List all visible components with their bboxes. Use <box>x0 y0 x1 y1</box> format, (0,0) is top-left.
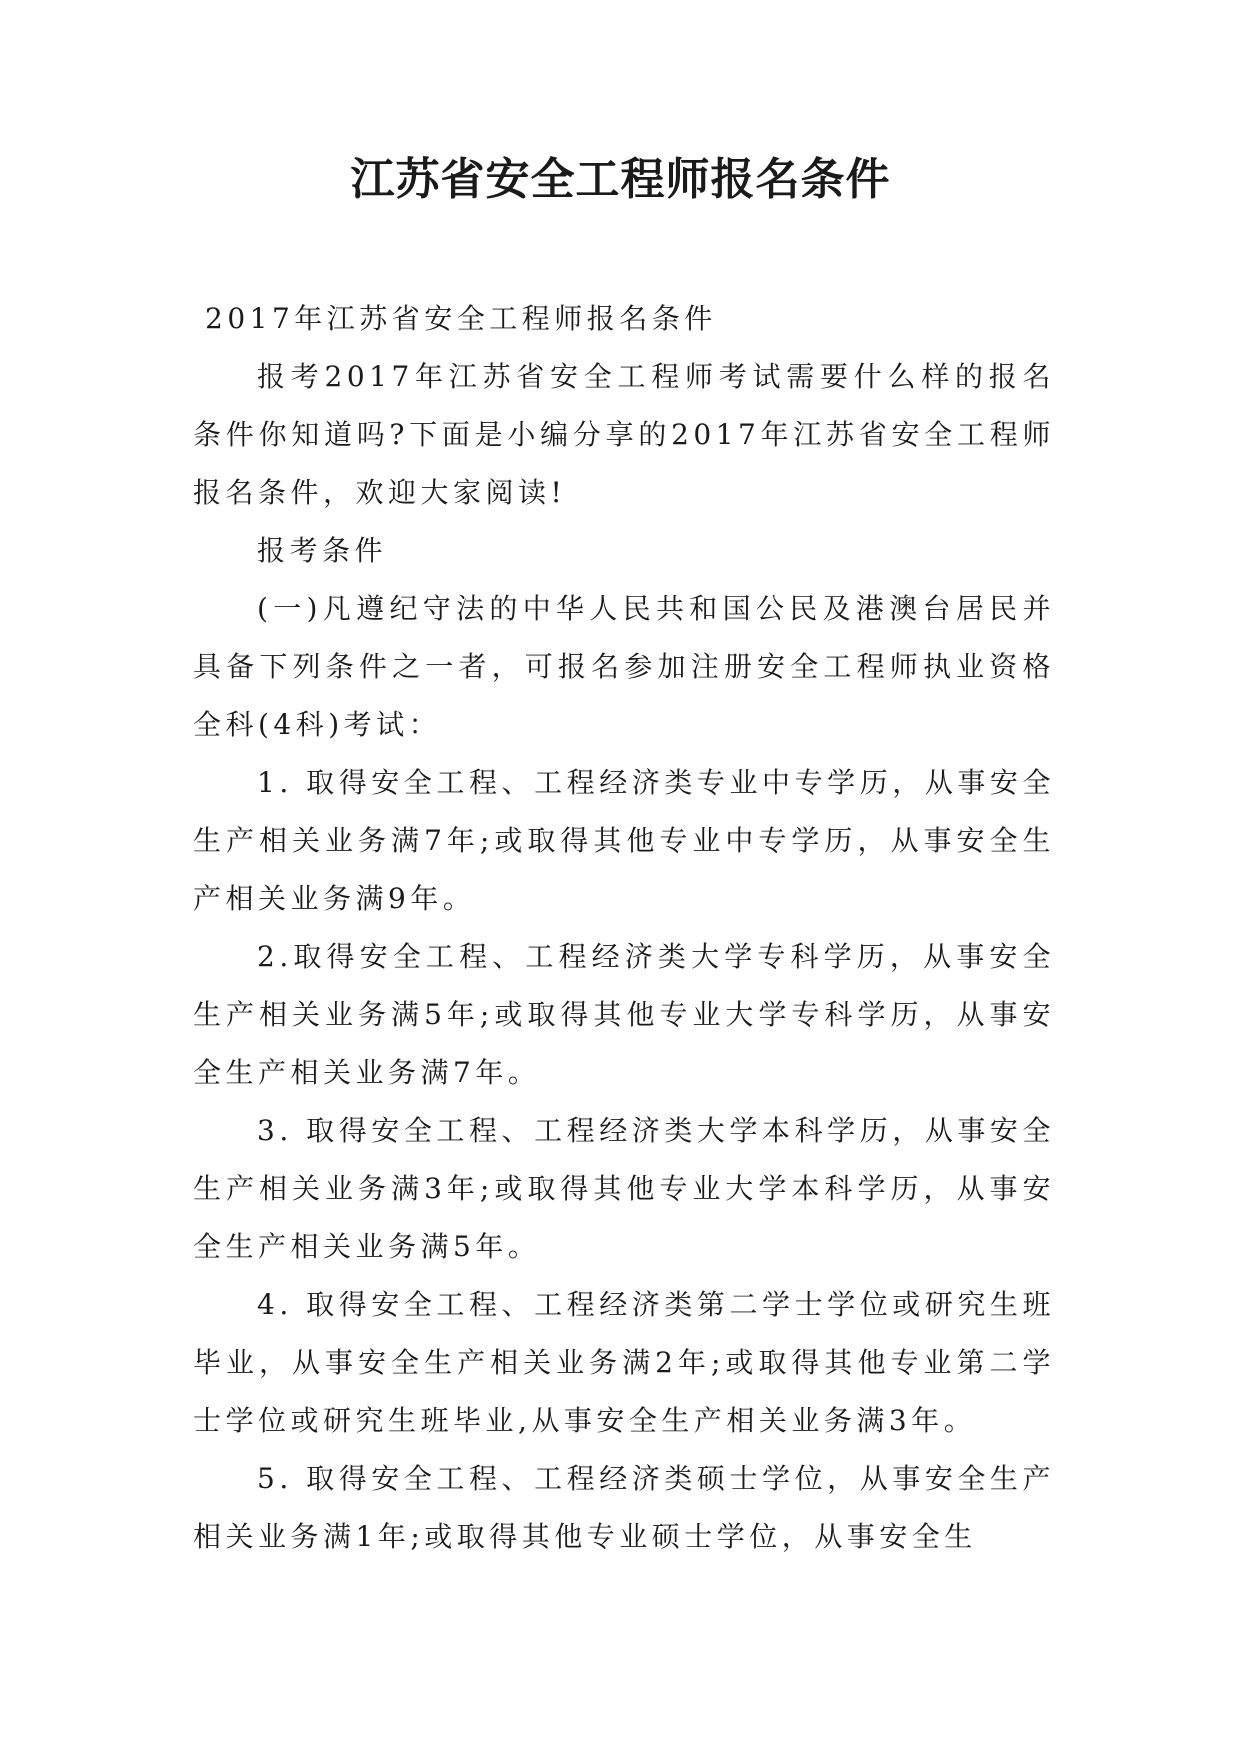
document-body <box>193 290 1055 1566</box>
condition-item-3: 3. 取得安全工程、工程经济类大学本科学历，从事安全生产相关业务满3年;或取得其他专业大学本科学历，从事安全生产相关业务满5年。 <box>193 1114 1055 1263</box>
document-subtitle: 2017年江苏省安全工程师报名条件 <box>205 302 717 335</box>
document-title: 江苏省安全工程师报名条件 <box>350 154 891 205</box>
intro-paragraph: 报考2017年江苏省安全工程师考试需要什么样的报名条件你知道吗?下面是小编分享的2017年江苏省安全工程师报名条件，欢迎大家阅读! <box>193 360 1055 509</box>
condition-intro-paragraph: (一)凡遵纪守法的中华人民共和国公民及港澳台居民并具备下列条件之一者，可报名参加注册安全工程师执业资格全科(4科)考试： <box>193 592 1055 741</box>
condition-item-1: 1. 取得安全工程、工程经济类专业中专学历，从事安全生产相关业务满7年;或取得其他专业中专学历，从事安全生产相关业务满9年。 <box>193 766 1055 915</box>
condition-item-4: 4. 取得安全工程、工程经济类第二学士学位或研究生班毕业，从事安全生产相关业务满2年;或取得其他专业第二学士学位或研究生班毕业,从事安全生产相关业务满3年。 <box>193 1288 1055 1437</box>
condition-item-2: 2.取得安全工程、工程经济类大学专科学历，从事安全生产相关业务满5年;或取得其他专业大学专科学历，从事安全生产相关业务满7年。 <box>193 940 1055 1089</box>
condition-item-5: 5. 取得安全工程、工程经济类硕士学位，从事安全生产相关业务满1年;或取得其他专业硕士学位，从事安全生 <box>193 1462 1055 1553</box>
section-heading: 报考条件 <box>257 534 388 567</box>
